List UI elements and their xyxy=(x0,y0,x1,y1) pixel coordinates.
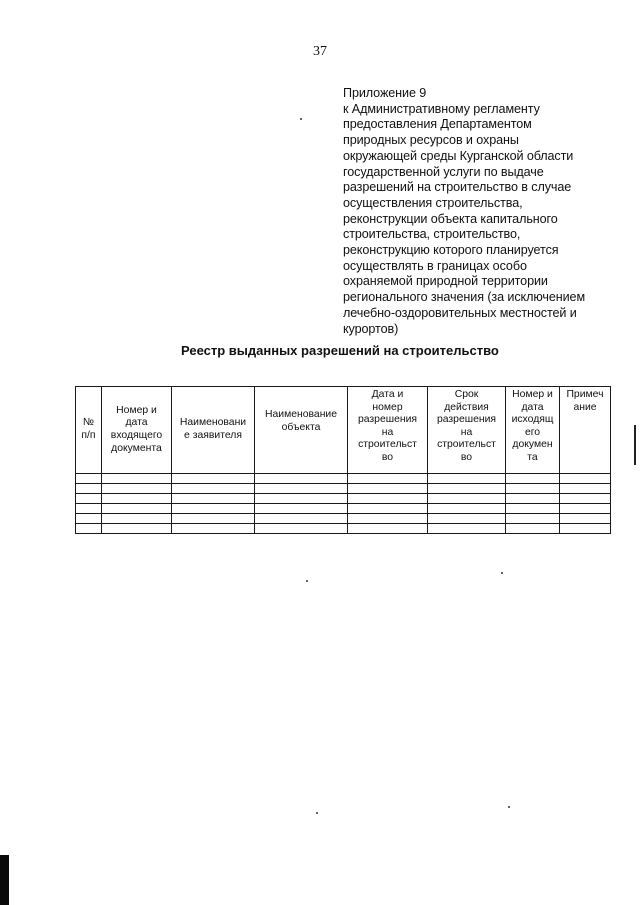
appendix-line: предоставления Департаментом xyxy=(343,117,532,132)
appendix-line: природных ресурсов и охраны xyxy=(343,133,519,148)
appendix-block xyxy=(343,86,613,337)
table-row xyxy=(76,484,611,494)
table-cell xyxy=(255,494,348,504)
table-cell xyxy=(172,484,255,494)
table-cell xyxy=(102,494,172,504)
appendix-line: курортов) xyxy=(343,321,399,336)
table-row xyxy=(76,474,611,484)
table-cell xyxy=(506,504,560,514)
table-header-row xyxy=(76,387,611,474)
table-row xyxy=(76,494,611,504)
appendix-line: к Административному регламенту xyxy=(343,101,540,116)
table-cell xyxy=(172,504,255,514)
appendix-line: осуществлять в границах особо xyxy=(343,258,527,273)
table-cell xyxy=(506,524,560,534)
header-permit-date-number: Дата и номер разрешения на строительст во xyxy=(348,387,428,474)
appendix-line: государственной услуги по выдаче xyxy=(343,164,544,179)
table-cell xyxy=(76,494,102,504)
table-cell xyxy=(76,514,102,524)
table-row xyxy=(76,524,611,534)
table-cell xyxy=(560,514,611,524)
table-cell xyxy=(255,484,348,494)
table-cell xyxy=(506,474,560,484)
table-cell xyxy=(255,504,348,514)
table-cell xyxy=(560,494,611,504)
table-cell xyxy=(172,514,255,524)
table-cell xyxy=(348,524,428,534)
table-cell xyxy=(428,494,506,504)
table-cell xyxy=(560,504,611,514)
table-cell xyxy=(255,524,348,534)
header-note: Примеч ание xyxy=(560,387,611,474)
table-cell xyxy=(348,474,428,484)
scan-artifact-edge xyxy=(634,425,636,465)
table-cell xyxy=(172,474,255,484)
register-table-container xyxy=(75,386,610,534)
table-cell xyxy=(172,494,255,504)
scan-speck xyxy=(306,580,308,582)
page-number: 37 xyxy=(313,44,327,59)
scan-speck xyxy=(501,572,503,574)
table-cell xyxy=(428,484,506,494)
scan-speck xyxy=(316,812,318,814)
table-cell xyxy=(560,524,611,534)
appendix-line: охраняемой природной территории xyxy=(343,274,548,289)
table-cell xyxy=(428,504,506,514)
table-cell xyxy=(506,494,560,504)
register-title: Реестр выданных разрешений на строительство xyxy=(181,343,499,358)
table-cell xyxy=(76,474,102,484)
table-cell xyxy=(76,504,102,514)
appendix-line: лечебно-оздоровительных местностей и xyxy=(343,305,577,320)
header-incoming-document: Номер и дата входящего документа xyxy=(102,387,172,474)
table-cell xyxy=(560,484,611,494)
scan-artifact-bar xyxy=(0,855,9,905)
table-cell xyxy=(102,514,172,524)
table-cell xyxy=(428,474,506,484)
table-cell xyxy=(255,514,348,524)
table-cell xyxy=(102,474,172,484)
table-cell xyxy=(102,524,172,534)
header-outgoing-document: Номер и дата исходящ его докумен та xyxy=(506,387,560,474)
header-applicant: Наименовани е заявителя xyxy=(172,387,255,474)
appendix-line: осуществления строительства, xyxy=(343,195,523,210)
appendix-line: разрешений на строительство в случае xyxy=(343,180,572,195)
table-cell xyxy=(348,484,428,494)
appendix-line: окружающей среды Курганской области xyxy=(343,148,574,163)
header-object: Наименование объекта xyxy=(255,387,348,474)
table-cell xyxy=(560,474,611,484)
table-cell xyxy=(102,484,172,494)
table-cell xyxy=(102,504,172,514)
table-row xyxy=(76,504,611,514)
register-table xyxy=(75,386,611,534)
table-cell xyxy=(76,484,102,494)
table-cell xyxy=(428,514,506,524)
register-table-body xyxy=(76,474,611,534)
appendix-line: реконструкцию которого планируется xyxy=(343,243,559,258)
appendix-line: Приложение 9 xyxy=(343,86,427,100)
table-row xyxy=(76,514,611,524)
appendix-line: регионального значения (за исключением xyxy=(343,290,586,305)
table-cell xyxy=(506,514,560,524)
header-number: № п/п xyxy=(76,387,102,474)
scan-speck xyxy=(508,806,510,808)
table-cell xyxy=(506,484,560,494)
table-cell xyxy=(428,524,506,534)
table-cell xyxy=(76,524,102,534)
appendix-line: реконструкции объекта капитального xyxy=(343,211,558,226)
header-permit-validity: Срок действия разрешения на строительст во xyxy=(428,387,506,474)
scan-speck xyxy=(300,118,302,120)
table-cell xyxy=(255,474,348,484)
table-cell xyxy=(348,504,428,514)
table-cell xyxy=(348,514,428,524)
appendix-line: строительства, строительство, xyxy=(343,227,521,242)
table-cell xyxy=(172,524,255,534)
table-cell xyxy=(348,494,428,504)
